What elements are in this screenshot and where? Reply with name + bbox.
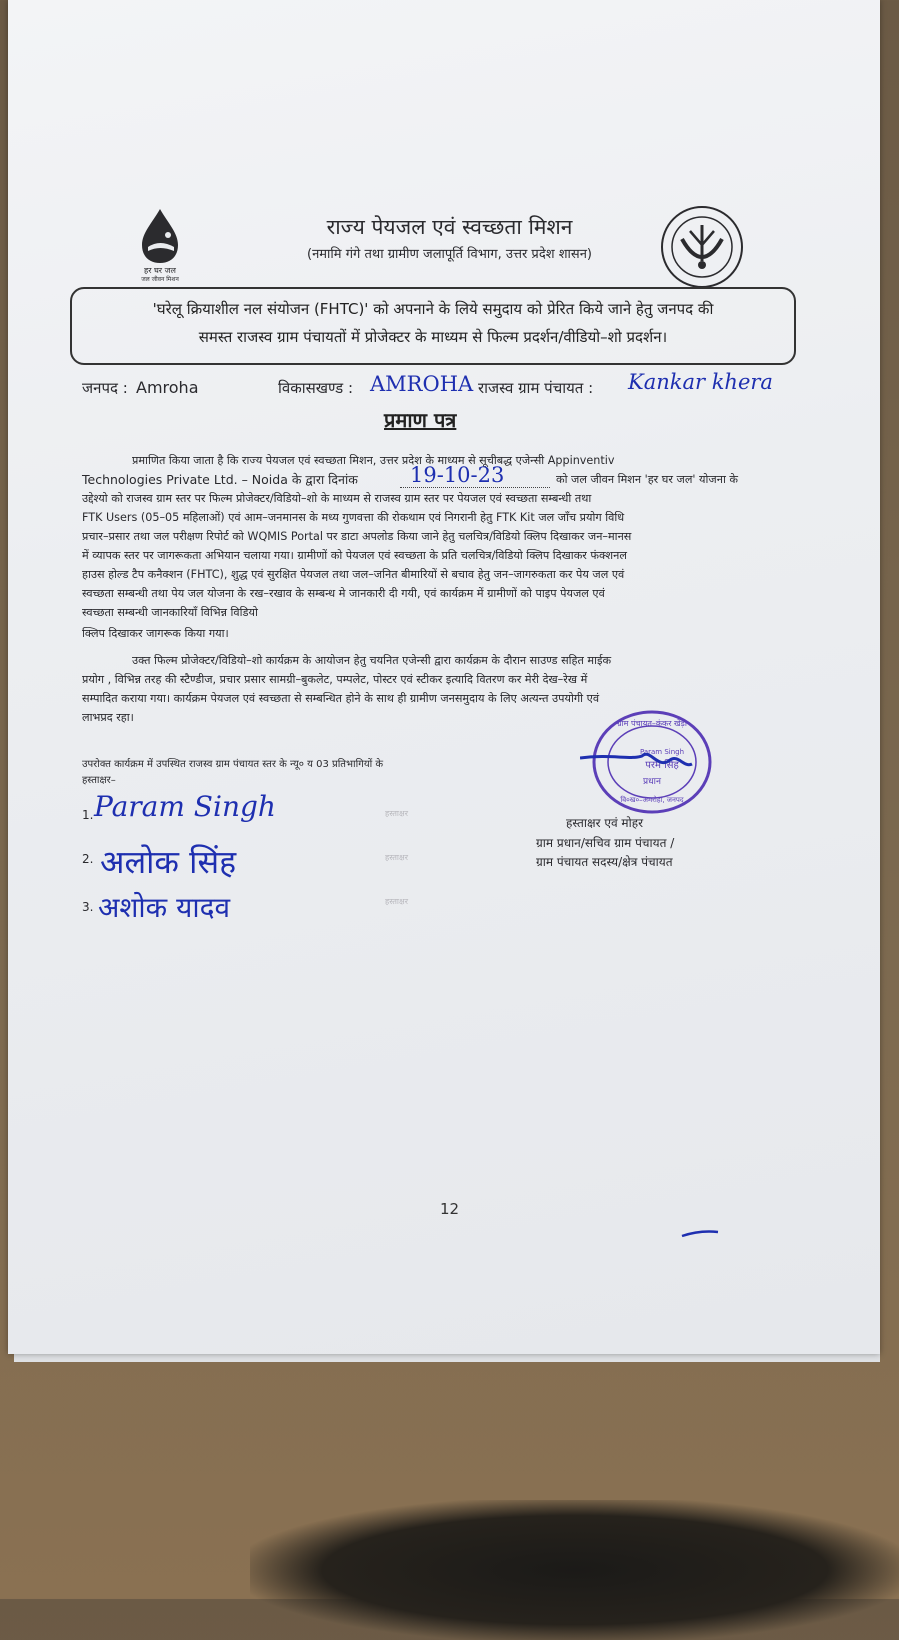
seal-text-panchayat: ग्राम पंचायत–कंकर खेड़ा: [617, 719, 687, 728]
para1-line-10: क्लिप दिखाकर जागरूक किया गया।: [82, 627, 229, 640]
para1-line-4: FTK Users (05–05 महिलाओं) एवं आम–जनमानस के मध्य गुणवत्ता की रोकथाम एवं निगरानी हेतु FTK Kit जल जाँच प्रयोग विधि: [82, 511, 625, 524]
participant-signature-2: अलोक सिंह: [100, 843, 237, 881]
program-banner: [70, 287, 796, 365]
signature-number-2: 2.: [82, 852, 94, 866]
logo-text-har-ghar-jal: हर घर जल: [144, 266, 176, 275]
para1-line-2a: Technologies Private Ltd. – Noida के द्वारा दिनांक: [82, 472, 358, 487]
panchayat-value: Kankar khera: [628, 370, 773, 394]
official-role-line-2: ग्राम पंचायत सदस्य/क्षेत्र पंचायत: [536, 855, 673, 869]
participant-signature-1: Param Singh: [94, 790, 276, 823]
official-sign-label: हस्ताक्षर एवं मोहर: [566, 816, 644, 830]
seal-text-name-en: Param Singh: [639, 748, 685, 756]
para1-line-5: प्रचार–प्रसार तथा जल परीक्षण रिपोर्ट को WQMIS Portal पर डाटा अपलोड किया जाने हेतु चलचित्र/विडियो क्लिप दिखाकर जन–मानस: [82, 530, 632, 543]
faint-label-1: हस्ताक्षर: [385, 809, 408, 818]
hand-shadow: [250, 1500, 899, 1640]
panchayat-label: राजस्व ग्राम पंचायत :: [478, 379, 594, 397]
para1-line-9: स्वच्छता सम्बन्धी जानकारियाँ विभिन्न विडियो: [82, 606, 258, 619]
faint-label-3: हस्ताक्षर: [385, 897, 408, 906]
seal-text-name-hi: परम सिंह: [645, 760, 679, 771]
logo-text-jal-jeevan: जल जीवन मिशन: [141, 276, 179, 283]
header-subtitle: (नमामि गंगे तथा ग्रामीण जलापूर्ति विभाग, उत्तर प्रदेश शासन): [307, 247, 592, 262]
header-title: राज्य पेयजल एवं स्वच्छता मिशन: [326, 215, 573, 239]
para1-line-2b: को जल जीवन मिशन 'हर घर जल' योजना के: [556, 473, 738, 486]
para1-line-6: में व्यापक स्तर पर जागरूकता अभियान चलाया गया। ग्रामीणों को पेयजल एवं स्वच्छता के प्रति चलचित्र/विडियो क्लिप दिखाकर फंक्शनल: [82, 549, 627, 562]
gram-panchayat-seal: [580, 710, 714, 814]
signatures-intro-1: उपरोक्त कार्यक्रम में उपस्थित राजस्व ग्राम पंचायत स्तर के न्यू० य 03 प्रतिभागियों के: [82, 759, 384, 770]
program-date: 19-10-23: [410, 463, 505, 487]
pen-stroke-mark: [680, 1222, 720, 1242]
seal-text-role: प्रधान: [643, 777, 661, 787]
signatures-intro-2: हस्ताक्षर–: [82, 775, 116, 786]
block-value: AMROHA: [370, 372, 474, 396]
official-role-line-1: ग्राम प्रधान/सचिव ग्राम पंचायत /: [536, 836, 675, 850]
signature-number-1: 1.: [82, 808, 94, 822]
para1-line-3: उद्देश्यो को राजस्व ग्राम स्तर पर फिल्म प्रोजेक्टर/विडियो–शो के माध्यम से राजस्व ग्राम स्तर पर पेयजल एवं स्वच्छता सम्बन्धी तथा: [82, 492, 592, 505]
up-government-emblem: [660, 205, 744, 289]
signature-number-3: 3.: [82, 900, 94, 914]
para2-line-4: लाभप्रद रहा।: [82, 711, 134, 724]
district-label: जनपद :: [82, 379, 128, 397]
seal-text-block: वि०ख०–अमरोहा, जनपद: [620, 796, 684, 804]
district-value: Amroha: [136, 378, 199, 397]
page-number: 12: [439, 1200, 460, 1218]
faint-label-2: हस्ताक्षर: [385, 853, 408, 862]
para1-line-8: स्वच्छता सम्बन्धी तथा पेय जल योजना के रख–रखाव के सम्बन्ध मे जानकारी दी गयी, एवं कार्यक्रम में ग्रामीणों को पाइप पेयजल एवं: [82, 587, 605, 600]
certificate-title: प्रमाण पत्र: [384, 408, 457, 432]
date-underline: [400, 487, 550, 488]
block-label: विकासखण्ड :: [278, 379, 354, 397]
para2-line-1: उक्त फिल्म प्रोजेक्टर/विडियो–शो कार्यक्रम के आयोजन हेतु चयनित एजेन्सी द्वारा कार्यक्रम के दौरान साउण्ड सहित माईक: [132, 654, 612, 667]
participant-signature-3: अशोक यादव: [98, 891, 231, 924]
para1-line-7: हाउस होल्ड टैप कनैक्शन (FHTC), शुद्ध एवं सुरक्षित पेयजल तथा जल–जनित बीमारियों से बचाव हेतु जन–जागरुकता कर पेय जल एवं: [82, 568, 625, 581]
para1-line-1: प्रमाणित किया जाता है कि राज्य पेयजल एवं स्वच्छता मिशन, उत्तर प्रदेश के माध्यम से सूचीबद्ध एजेन्सी Appinventiv: [132, 454, 615, 467]
para2-line-3: सम्पादित कराया गया। कार्यक्रम पेयजल एवं स्वच्छता से सम्बन्धित होने के साथ ही ग्रामीण जनसमुदाय के लिए अत्यन्त उपयोगी एवं: [82, 692, 600, 705]
para2-line-2: प्रयोग , विभिन्न तरह की स्टैण्डीज, प्रचार प्रसार सामग्री–बुकलेट, पम्पलेट, पोस्टर एवं स्टीकर इत्यादि वितरण कर मेरी देख–रेख में: [82, 673, 588, 686]
banner-line-2: समस्त राजस्व ग्राम पंचायतों में प्रोजेक्टर के माध्यम से फिल्म प्रदर्शन/वीडियो–शो प्रदर्शन।: [198, 328, 668, 346]
banner-line-1: 'घरेलू क्रियाशील नल संयोजन (FHTC)' को अपनाने के लिये समुदाय को प्रेरित किये जाने हेतु जनपद की: [152, 300, 714, 318]
